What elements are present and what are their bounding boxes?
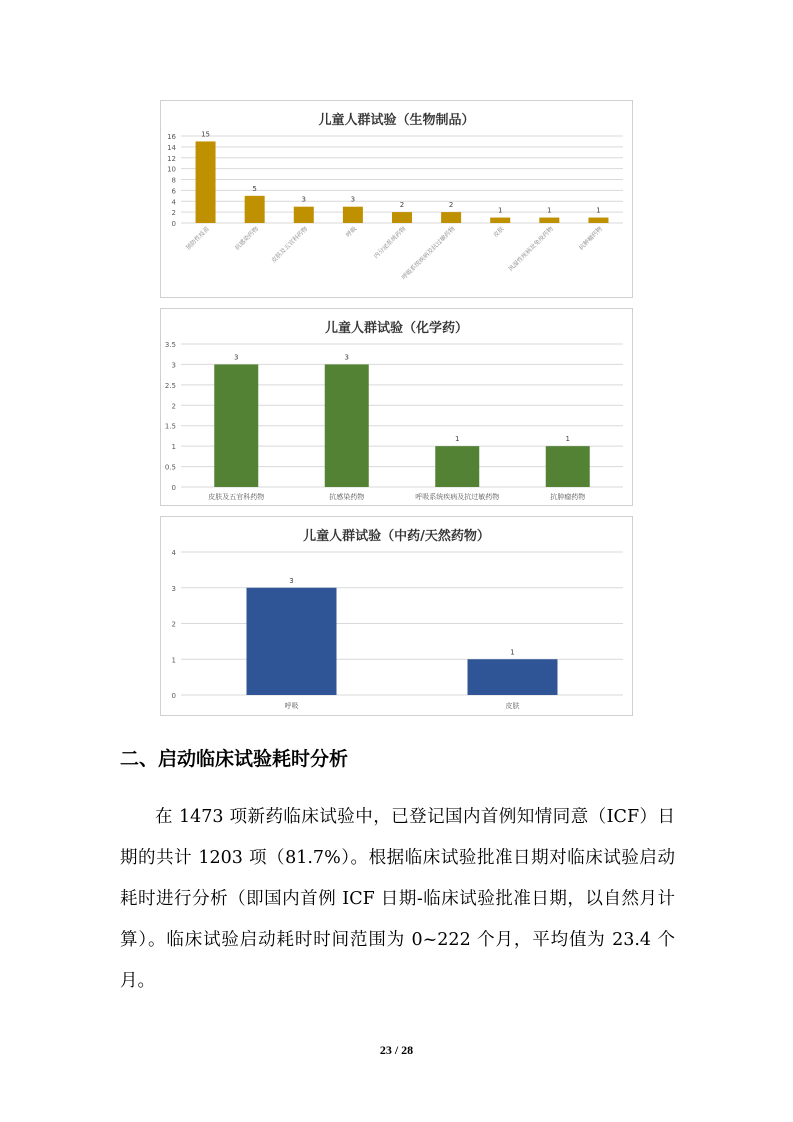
bar (294, 207, 314, 223)
y-tick-label: 2 (171, 402, 176, 411)
data-label: 3 (301, 195, 307, 204)
data-label: 2 (448, 201, 454, 210)
chart-tcm (160, 516, 633, 716)
body-paragraph: 在 1473 项新药临床试验中，已登记国内首例知情同意（ICF）日期的共计 1203 项（81.7%）。根据临床试验批准日期对临床试验启动耗时进行分析（即国内首例 ICF 日期-临床试验批准日期，以自然月计算）。临床试验启动耗时时间范围为 0~222 个月，平均值为 23.4 个月。 (120, 807, 675, 991)
data-label: 1 (547, 206, 552, 215)
data-label: 2 (399, 201, 405, 210)
bar (441, 212, 461, 223)
y-tick-label: 1 (171, 656, 176, 665)
category-label: 呼吸系统疾病及抗过敏药物 (415, 493, 500, 501)
chart-title: 儿童人群试验（化学药） (324, 321, 468, 336)
chart-biologics-svg (161, 101, 632, 297)
bar (196, 141, 216, 223)
y-tick-label: 1.5 (164, 422, 176, 431)
data-label: 1 (510, 648, 515, 657)
category-label: 呼吸 (344, 225, 359, 239)
category-label: 皮肤及五官科药物 (208, 493, 265, 501)
y-tick-label: 14 (167, 143, 176, 152)
chart-chemical-svg (161, 309, 632, 505)
category-label: 抗肿瘤药物 (550, 493, 586, 501)
y-tick-label: 12 (167, 154, 176, 163)
y-tick-label: 3 (171, 584, 176, 593)
category-label: 皮肤及五官科药物 (270, 225, 310, 265)
category-label: 皮肤 (505, 702, 520, 710)
y-tick-label: 3.5 (164, 341, 176, 349)
y-tick-label: 0 (171, 692, 176, 700)
chart-tcm-svg (161, 517, 632, 715)
bar (539, 218, 559, 223)
bar (392, 212, 412, 223)
category-label: 抗感染药物 (233, 225, 261, 252)
y-tick-label: 8 (171, 176, 176, 185)
chart-chemical (160, 308, 633, 506)
page-number: 23 / 28 (379, 1043, 414, 1057)
bar (247, 588, 337, 695)
category-label: 抗肿瘤药物 (577, 225, 604, 252)
chart-biologics (160, 100, 633, 298)
y-tick-label: 2.5 (164, 381, 176, 390)
y-tick-label: 0.5 (164, 463, 176, 472)
data-label: 1 (596, 206, 601, 215)
data-label: 1 (497, 206, 503, 215)
bar (490, 218, 510, 223)
bar (588, 218, 608, 223)
bar (343, 207, 363, 223)
data-label: 3 (350, 195, 356, 204)
bar (214, 364, 258, 487)
category-label: 呼吸系统疾病及抗过敏药物 (400, 225, 457, 282)
y-tick-label: 2 (171, 620, 176, 629)
y-tick-label: 1 (171, 443, 176, 452)
y-tick-label: 4 (171, 198, 176, 207)
chart-title: 儿童人群试验（中药/天然药物） (303, 529, 490, 544)
chart-title: 儿童人群试验（生物制品） (318, 113, 475, 128)
data-label: 15 (201, 130, 211, 139)
data-label: 3 (234, 353, 239, 362)
data-label: 1 (565, 435, 570, 444)
y-tick-label: 3 (171, 361, 176, 370)
data-label: 5 (252, 184, 257, 193)
category-label: 皮肤 (492, 225, 506, 239)
y-tick-label: 0 (171, 484, 176, 492)
y-tick-label: 16 (167, 133, 176, 141)
bar (325, 364, 369, 487)
bar (468, 659, 558, 695)
bar (435, 446, 479, 487)
section-heading: 二、启动临床试验耗时分析 (120, 748, 349, 770)
y-tick-label: 4 (171, 549, 176, 557)
category-label: 呼吸 (284, 702, 299, 710)
data-label: 3 (289, 576, 294, 585)
data-label: 3 (344, 353, 349, 362)
bar (546, 446, 590, 487)
y-tick-label: 0 (171, 220, 176, 228)
category-label: 内分泌系统药物 (372, 225, 408, 261)
y-tick-label: 10 (167, 165, 176, 174)
y-tick-label: 2 (171, 209, 176, 218)
data-label: 1 (455, 435, 460, 444)
category-label: 预防性疫苗 (184, 225, 211, 252)
bar (245, 196, 265, 223)
y-tick-label: 6 (171, 187, 176, 196)
category-label: 抗感染药物 (329, 493, 365, 501)
category-label: 风湿性疾病及免疫药物 (507, 225, 555, 273)
